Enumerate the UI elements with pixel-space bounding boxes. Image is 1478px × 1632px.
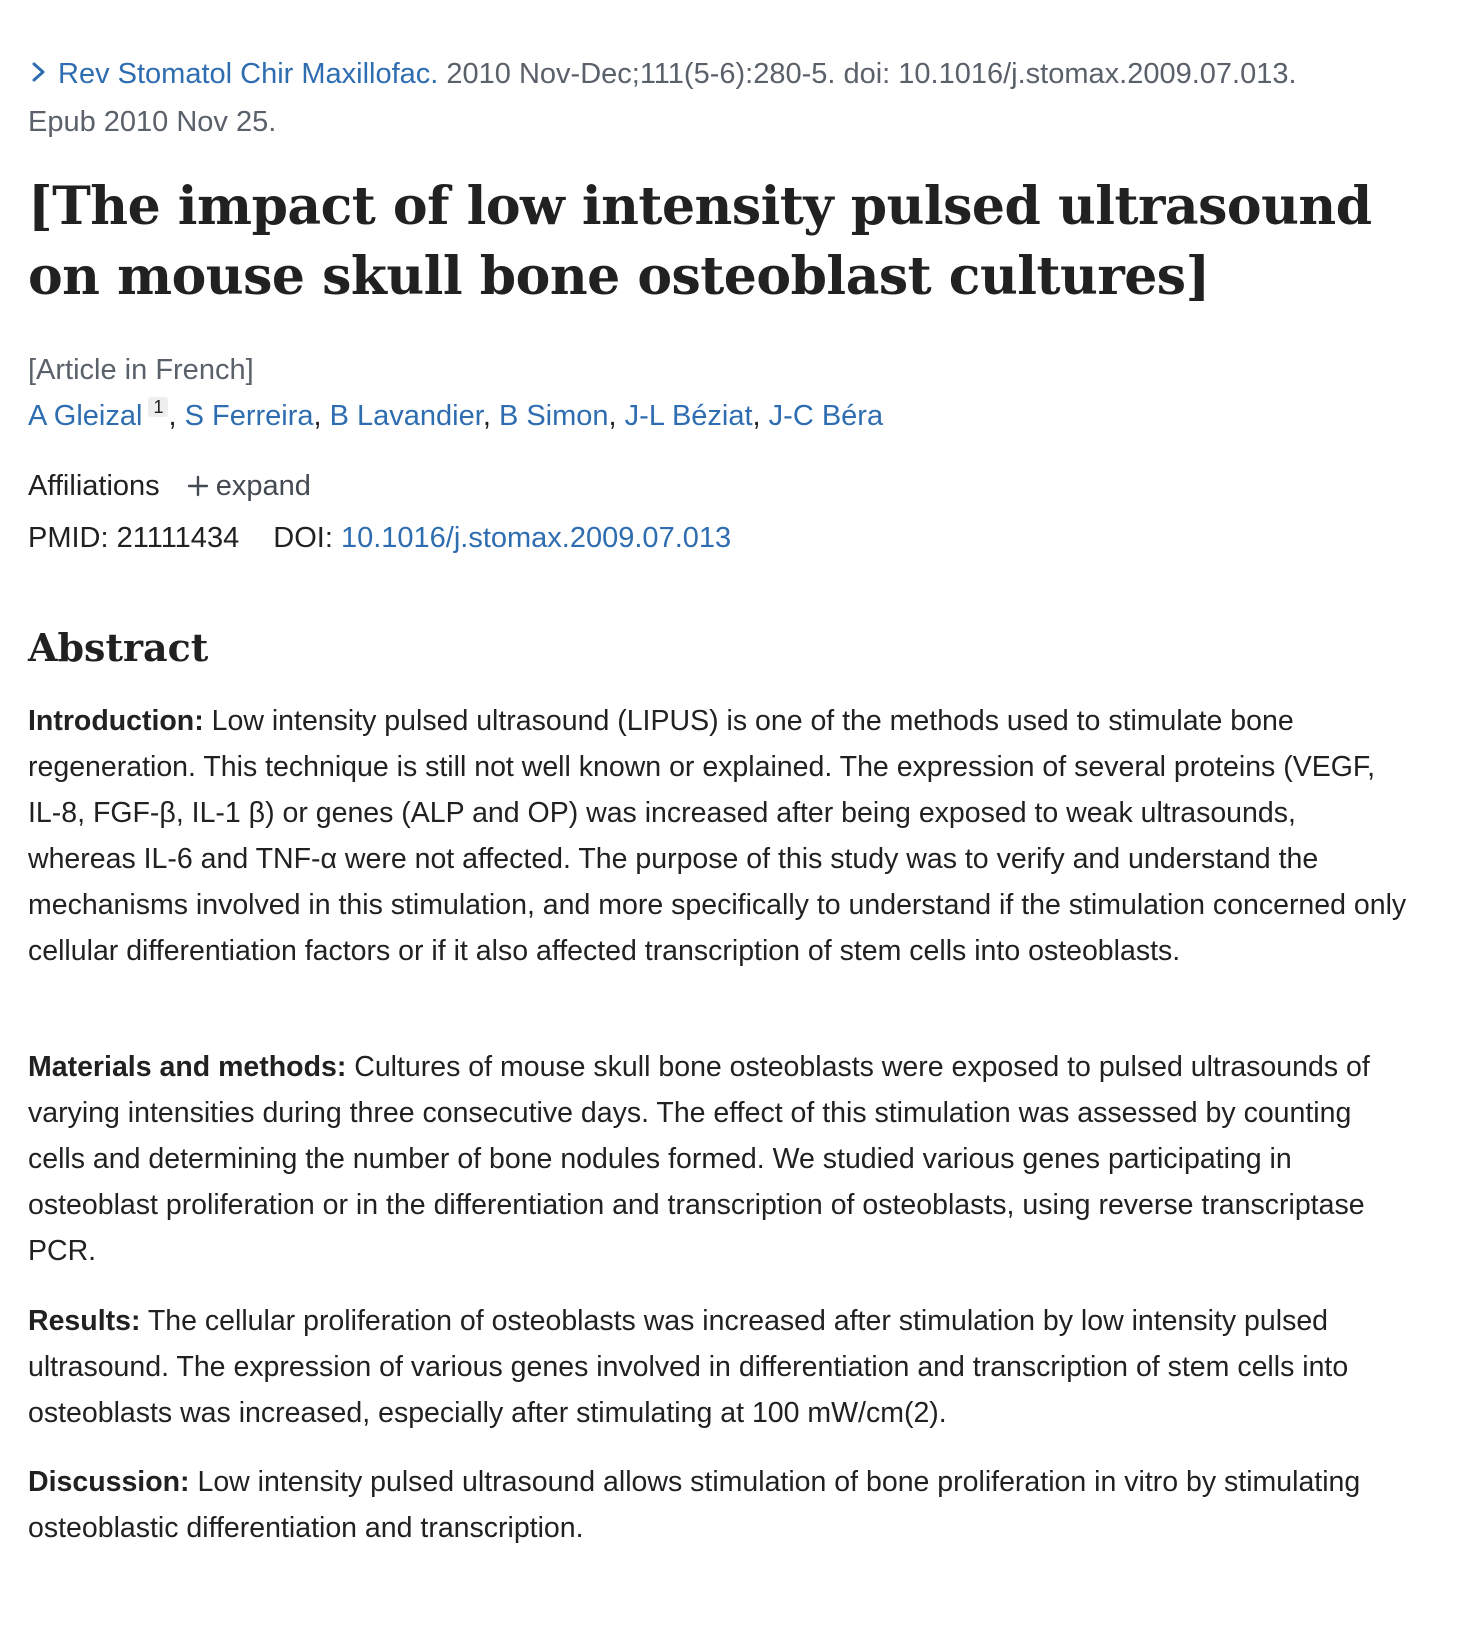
identifiers-row: [28, 516, 731, 560]
section-text: Cultures of mouse skull bone osteoblasts were exposed to pulsed ultrasounds of varying intensities during three consecutive days. The effect of this stimulation was assessed by counting cells and determining the number of bone nodules formed. We studied various genes participating in osteoblast proliferation or in the differentiation and transcription of osteoblasts, using reverse transcriptase PCR.: [28, 1051, 1370, 1267]
author-link[interactable]: B Simon: [498, 400, 609, 432]
author-link[interactable]: B Lavandier: [329, 400, 483, 432]
author-link[interactable]: J-C Béra: [768, 400, 884, 432]
article-title: [The impact of low intensity pulsed ultrasound on mouse skull bone osteoblast cultures]: [28, 176, 1372, 307]
affiliation-ref[interactable]: 1: [148, 397, 168, 417]
section-label: Materials and methods:: [28, 1051, 347, 1083]
author-separator: ,: [752, 400, 769, 432]
citation-details: 2010 Nov-Dec;111(5-6):280-5. doi: 10.1016/j.stomax.2009.07.013.: [438, 58, 1297, 90]
affiliations-row: [28, 464, 311, 508]
section-text: Low intensity pulsed ultrasound allows stimulation of bone proliferation in vitro by stimulating osteoblastic differentiation and transcription.: [28, 1466, 1361, 1544]
author-separator: ,: [313, 400, 330, 432]
pmid-label: PMID:: [28, 522, 109, 554]
section-text: Low intensity pulsed ultrasound (LIPUS) is one of the methods used to stimulate bone regeneration. This technique is still not well known or explained. The expression of several proteins (VEGF, IL-8, FGF-β, IL-1 β) or genes (ALP and OP) was increased after being exposed to weak ultrasounds, whereas IL-6 and TNF-α were not affected. The purpose of this study was to verify and understand the mechanisms involved in this stimulation, and more specifically to understand if the stimulation concerned only cellular differentiation factors or if it also affected transcription of stem cells into osteoblasts.: [28, 705, 1407, 967]
chevron-right-icon[interactable]: [28, 58, 50, 86]
author-separator: ,: [482, 400, 499, 432]
author-separator: ,: [608, 400, 625, 432]
abstract-results: [28, 1298, 1408, 1436]
abstract-discussion: [28, 1459, 1408, 1551]
affiliations-expand-button[interactable]: [186, 470, 311, 502]
section-label: Discussion:: [28, 1466, 190, 1498]
abstract-methods: [28, 1044, 1408, 1274]
author-link[interactable]: A Gleizal: [28, 400, 143, 432]
author-link[interactable]: S Ferreira: [184, 400, 314, 432]
section-label: Introduction:: [28, 705, 204, 737]
author-list: [28, 394, 883, 438]
pmid-value: 21111434: [116, 522, 240, 554]
doi-label: DOI:: [273, 522, 333, 554]
journal-link[interactable]: Rev Stomatol Chir Maxillofac.: [58, 58, 439, 90]
plus-icon: [186, 474, 210, 498]
language-note: [Article in French]: [28, 354, 254, 386]
section-text: The cellular proliferation of osteoblasts was increased after stimulation by low intensity pulsed ultrasound. The expression of various genes involved in differentiation and transcription of stem cells into osteoblasts was increased, especially after stimulating at 100 mW/cm(2).: [28, 1305, 1349, 1429]
expand-label: expand: [215, 470, 311, 502]
author-link[interactable]: J-L Béziat: [624, 400, 753, 432]
doi-link[interactable]: 10.1016/j.stomax.2009.07.013: [340, 522, 732, 554]
section-label: Results:: [28, 1305, 141, 1337]
abstract-heading: Abstract: [28, 625, 209, 670]
author-separator: ,: [168, 400, 185, 432]
citation-epub: Epub 2010 Nov 25.: [28, 106, 277, 138]
citation: [28, 50, 1448, 146]
abstract-introduction: [28, 698, 1408, 974]
affiliations-label: Affiliations: [28, 470, 160, 502]
